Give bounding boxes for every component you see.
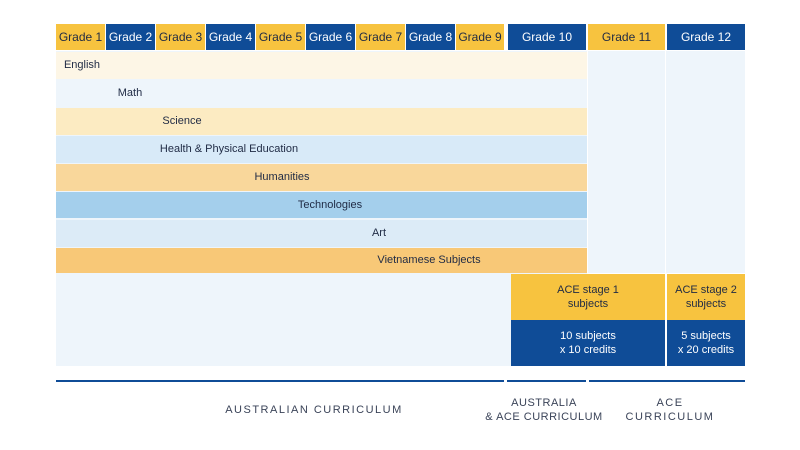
australia-ace-curriculum-line <box>507 380 586 382</box>
grade-header-4: Grade 4 <box>206 24 255 50</box>
subject-label: English <box>63 59 101 71</box>
subject-row <box>56 164 587 191</box>
subject-label: Technologies <box>297 199 363 211</box>
ace-curriculum-line <box>589 380 745 382</box>
australia-ace-curriculum-label: AUSTRALIA & ACE CURRICULUM <box>485 397 603 423</box>
column-divider <box>665 51 666 273</box>
subject-row <box>56 220 587 247</box>
australian-curriculum-label: AUSTRALIAN CURRICULUM <box>225 404 403 416</box>
subject-label: Science <box>162 115 202 127</box>
ace-stage1-title: ACE stage 1 subjects <box>511 274 665 320</box>
subject-row <box>56 136 587 163</box>
grade-header-11: Grade 11 <box>588 24 665 50</box>
subject-row <box>56 108 587 135</box>
grade-header-3: Grade 3 <box>156 24 205 50</box>
grade-header-9: Grade 9 <box>456 24 504 50</box>
ace-curriculum-label: ACE CURRICULUM <box>625 397 715 423</box>
grade-header-10: Grade 10 <box>508 24 586 50</box>
ace-stage1-detail: 10 subjects x 10 credits <box>511 320 665 366</box>
grade-header-2: Grade 2 <box>106 24 155 50</box>
subject-label: Vietnamese Subjects <box>377 254 481 266</box>
subject-label: Health & Physical Education <box>159 143 299 155</box>
ace-stage2-detail: 5 subjects x 20 credits <box>667 320 745 366</box>
ace-panel-bg <box>588 51 745 273</box>
grade-header-7: Grade 7 <box>356 24 405 50</box>
grade-header-5: Grade 5 <box>256 24 305 50</box>
grade-header-8: Grade 8 <box>406 24 455 50</box>
ace-stage2-title: ACE stage 2 subjects <box>667 274 745 320</box>
grade-header-6: Grade 6 <box>306 24 355 50</box>
subject-label: Art <box>371 227 387 239</box>
grade-header-1: Grade 1 <box>56 24 105 50</box>
subject-label: Math <box>117 87 143 99</box>
subject-row <box>56 248 587 273</box>
grade-header-12: Grade 12 <box>667 24 745 50</box>
subject-label: Humanities <box>254 171 310 183</box>
subject-row <box>56 52 587 79</box>
australian-curriculum-line <box>56 380 504 382</box>
